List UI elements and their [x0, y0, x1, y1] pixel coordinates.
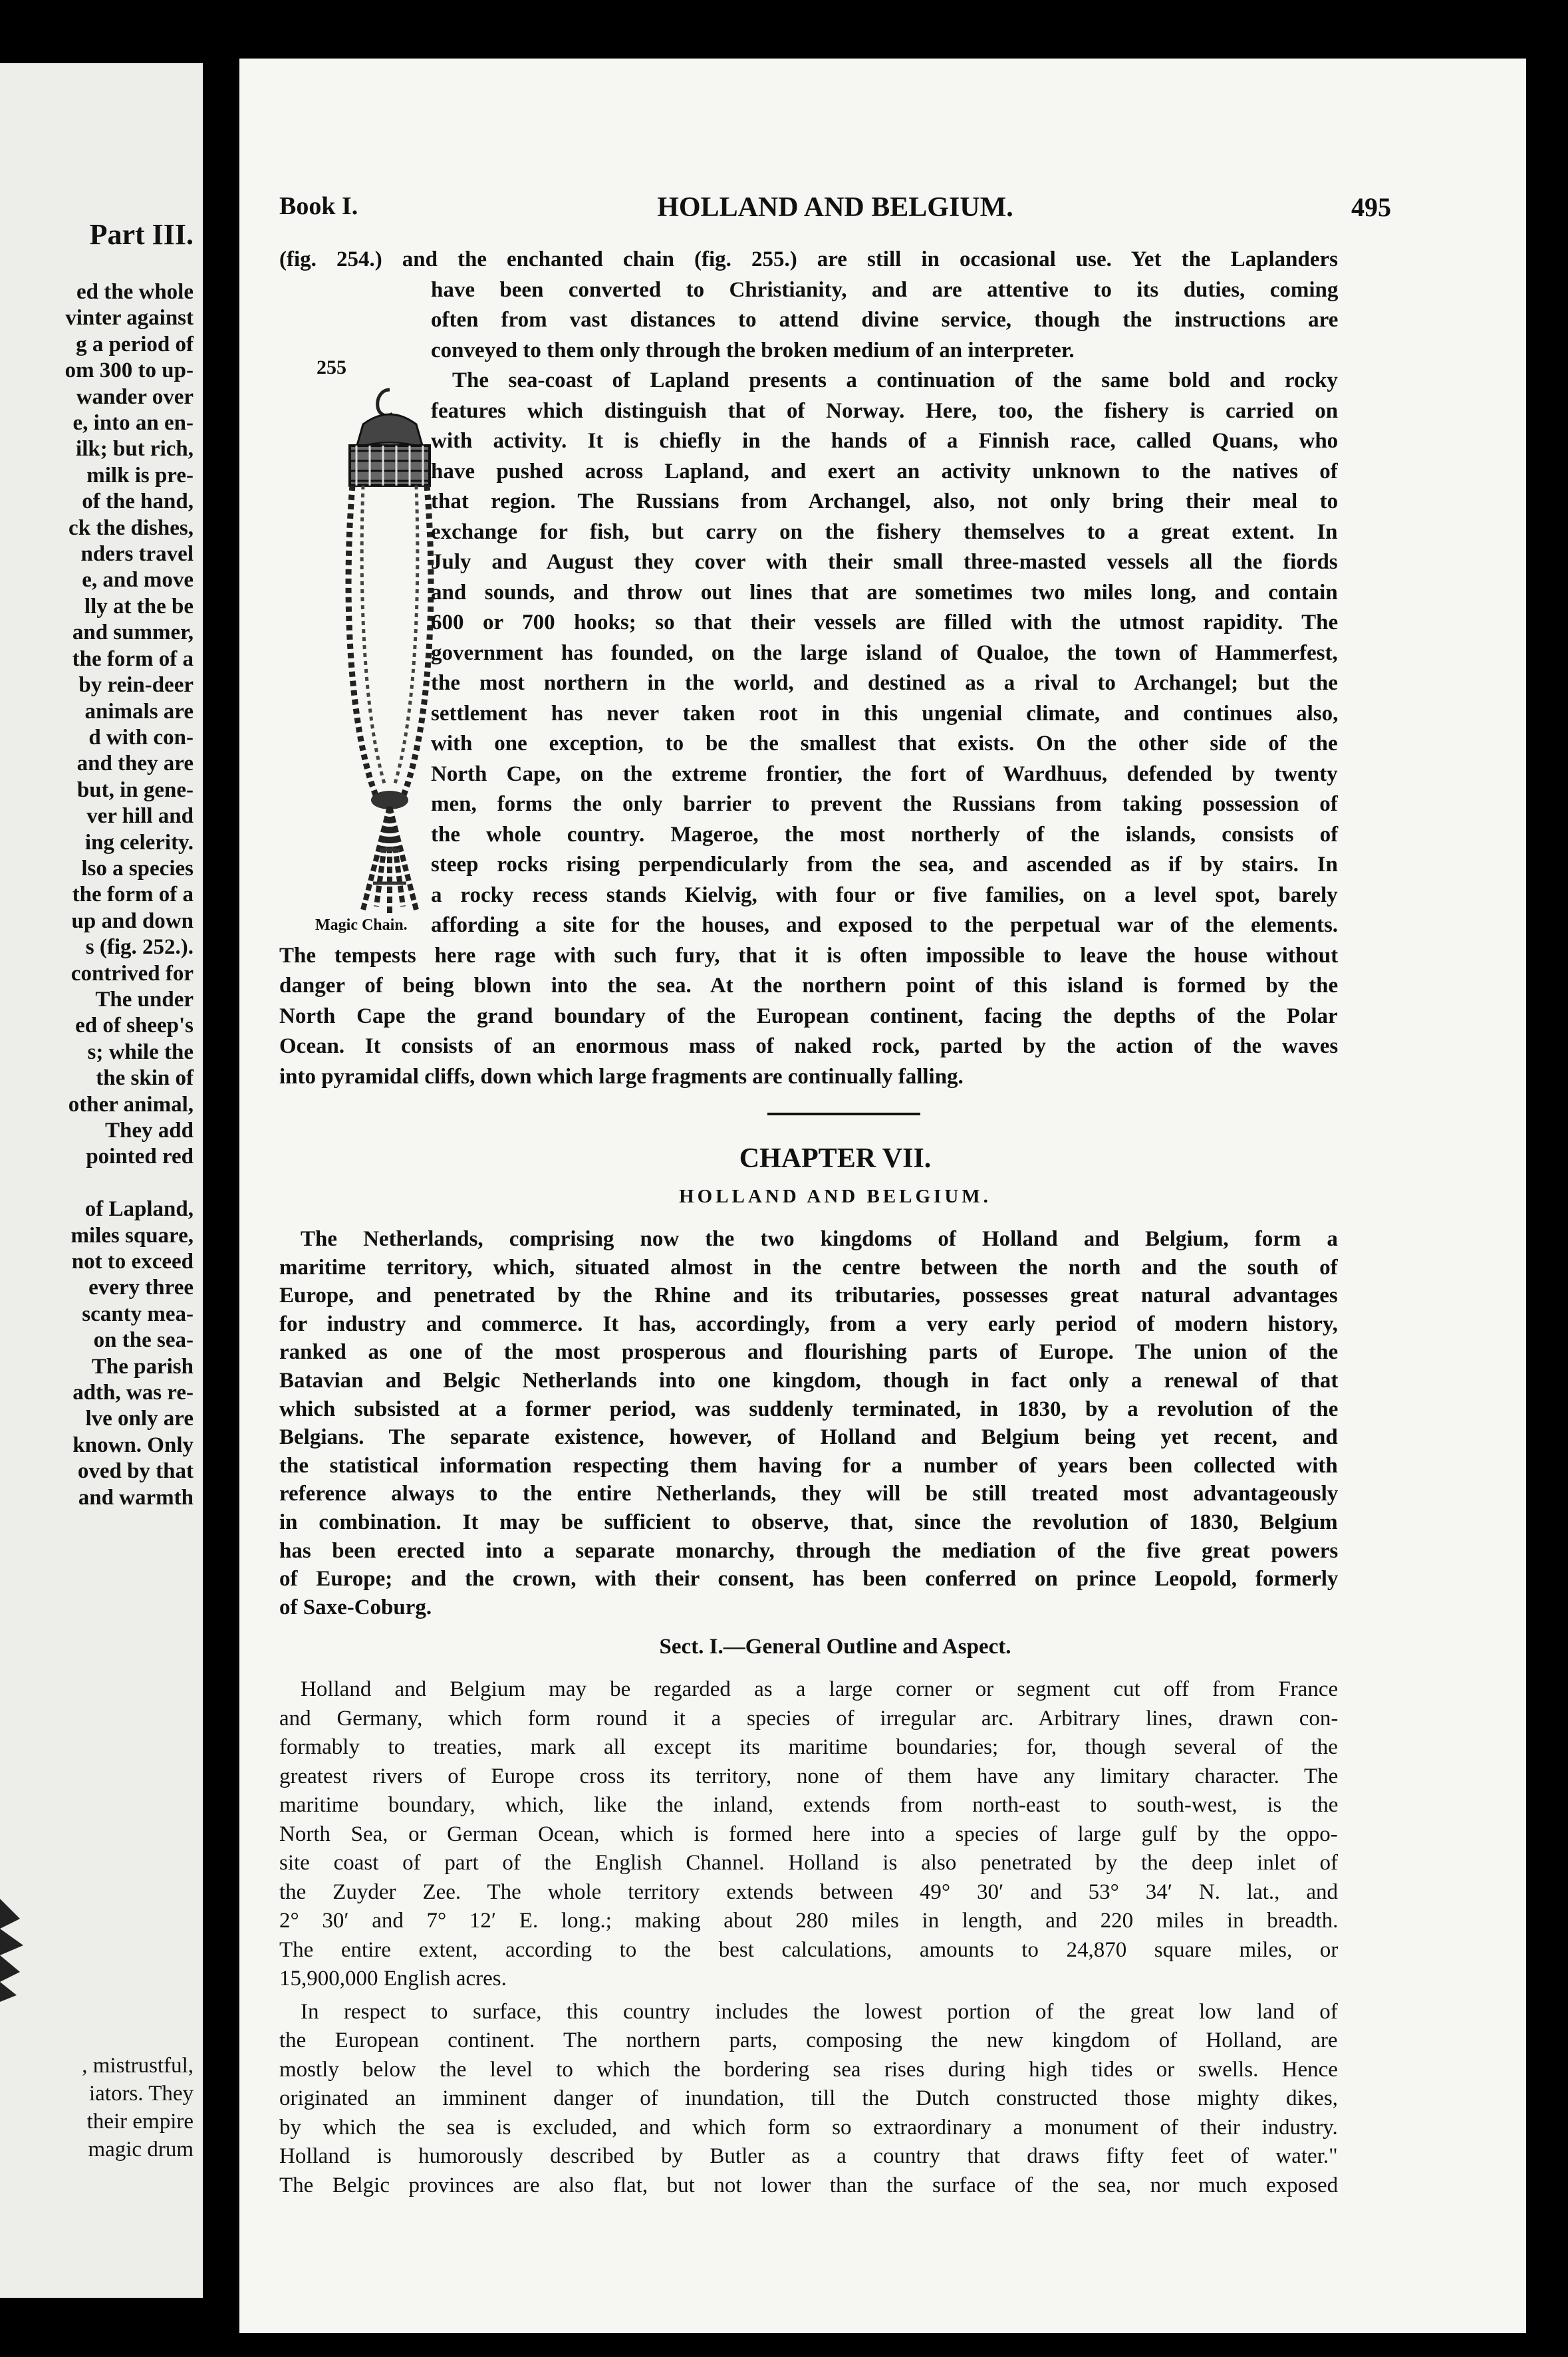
text-line: maritime boundary, which, like the inland, extends from north-east to south-west, is the — [279, 1793, 1339, 1817]
left-page-line: They add — [105, 1119, 194, 1143]
left-page-line: their empire — [86, 2110, 194, 2134]
text-line: the European continent. The northern parts, composing the new kingdom of Holland, are — [279, 2028, 1338, 2052]
text-line: into pyramidal cliffs, down which large fragments are continually falling. — [279, 1064, 964, 1089]
text-line: The Netherlands, comprising now the two kingdoms of Holland and Belgium, form a — [301, 1227, 1338, 1251]
left-page-line — [65, 1171, 194, 1196]
left-page-line: of Lapland, — [84, 1197, 194, 1222]
text-line: The Belgic provinces are also flat, but not lower than the surface of the sea, nor much exposed — [279, 2173, 1339, 2197]
text-line: Belgians. The separate existence, however, of Holland and Belgium being yet recent, and — [279, 1425, 1338, 1450]
text-line: 2° 30′ and 7° 12′ E. long.; making about 280 miles in length, and 220 miles in breadth. — [279, 1909, 1339, 1933]
text-line: settlement has never taken root in this ungenial climate, and continues also, — [431, 701, 1339, 726]
left-page-line: e, into an en- — [72, 411, 194, 436]
text-line: site coast of part of the English Channel. Holland is also penetrated by the deep inlet of — [279, 1851, 1338, 1875]
section-heading: Sect. I.—General Outline and Aspect. — [659, 1635, 1011, 1659]
text-line: The entire extent, according to the best calculations, amounts to 24,870 square miles, or — [279, 1937, 1339, 1962]
left-page-line: nders travel — [80, 542, 194, 567]
text-line: by which the sea is excluded, and which form so extraordinary a monument of their industry. — [279, 2115, 1338, 2140]
section-divider — [767, 1113, 920, 1115]
text-line: Holland and Belgium may be regarded as a large corner or segment cut off from France — [301, 1677, 1339, 1701]
left-page-line: ing celerity. — [84, 830, 194, 855]
header-book: Book I. — [279, 192, 358, 220]
left-page-line: and they are — [76, 752, 194, 776]
text-line: and sounds, and throw out lines that are sometimes two miles long, and contain — [431, 580, 1338, 605]
text-line: that region. The Russians from Archangel, also, not only bring their meal to — [431, 489, 1339, 513]
left-page-line: of the hand, — [82, 489, 194, 514]
text-line: North Cape, on the extreme frontier, the fort of Wardhuus, defended by twenty — [431, 762, 1338, 786]
running-header — [279, 192, 1391, 231]
text-line: The tempests here rage with such fury, that it is often impossible to leave the house without — [279, 943, 1339, 968]
left-page-line: up and down — [71, 908, 194, 933]
text-line: July and August they cover with their small three-masted vessels all the fiords — [431, 550, 1338, 574]
left-page-line: miles square, — [70, 1223, 194, 1248]
text-line: has been erected into a separate monarchy, through the mediation of the five great powers — [279, 1538, 1339, 1563]
left-page-line: by rein-deer — [78, 673, 194, 698]
left-page-line: e, and move — [82, 568, 194, 593]
text-line: of Europe; and the crown, with their consent, has been conferred on prince Leopold, formerly — [279, 1567, 1339, 1592]
left-page-line: iators. They — [88, 2082, 194, 2106]
left-page-line: om 300 to up- — [65, 358, 194, 383]
left-page-fragment — [0, 63, 203, 2298]
left-page-line: contrived for — [70, 961, 194, 986]
left-page-line: The parish — [91, 1354, 194, 1379]
page-number: 495 — [1351, 192, 1391, 222]
left-page-line: The under — [95, 987, 194, 1012]
left-page-line: d with con- — [88, 725, 194, 750]
text-line: with activity. It is chiefly in the hands of a Finnish race, called Quans, who — [431, 429, 1339, 453]
left-page-line: known. Only — [72, 1433, 194, 1457]
left-page-line: lve only are — [85, 1407, 194, 1431]
text-line: North Cape the grand boundary of the European continent, facing the depths of the Polar — [279, 1004, 1338, 1028]
text-line: Holland is humorously described by Butler as a country that draws fifty feet of water." — [279, 2144, 1338, 2168]
book-page — [239, 59, 1526, 2333]
left-lower-text — [82, 2052, 194, 2163]
text-line: have pushed across Lapland, and exert an activity unknown to the natives of — [431, 459, 1338, 484]
left-page-line: on the sea- — [93, 1328, 194, 1353]
text-line: the statistical information respecting them having for a number of years been collected with — [279, 1453, 1338, 1478]
left-page-line: the skin of — [96, 1066, 194, 1091]
text-line: In respect to surface, this country includes the lowest portion of the great low land of — [301, 1999, 1338, 2024]
text-line: (fig. 254.) and the enchanted chain (fig. 255.) are still in occasional use. Yet the Laplanders — [279, 247, 1339, 271]
text-line: the Zuyder Zee. The whole territory extends between 49° 30′ and 53° 34′ N. lat., and — [279, 1879, 1338, 1904]
text-line: a rocky recess stands Kielvig, with four or five families, on a level spot, barely — [431, 883, 1338, 907]
left-page-line: , mistrustful, — [82, 2054, 194, 2078]
left-page-line: lly at the be — [84, 594, 194, 619]
chapter-title: CHAPTER VII. — [739, 1143, 932, 1174]
left-page-line: adth, was re- — [72, 1381, 194, 1405]
text-line: the most northern in the world, and destined as a rival to Archangel; but the — [431, 671, 1338, 695]
text-line: The sea-coast of Lapland presents a continuation of the same bold and rocky — [452, 368, 1338, 392]
text-line: formably to treaties, mark all except its maritime boundaries; for, though several of the — [279, 1735, 1338, 1759]
left-page-line: other animal, — [68, 1092, 194, 1117]
left-page-line: and summer, — [72, 621, 194, 645]
text-line: greatest rivers of Europe cross its territory, none of them have any limitary character. The — [279, 1764, 1339, 1788]
left-page-line: g a period of — [76, 332, 194, 356]
text-line: men, forms the only barrier to prevent the Russians from taking possession of — [431, 792, 1338, 816]
text-line: Europe, and penetrated by the Rhine and its tributaries, possesses great natural advantages — [279, 1284, 1338, 1308]
left-page-line: every three — [88, 1276, 194, 1300]
chapter-subtitle: HOLLAND AND BELGIUM. — [679, 1186, 991, 1207]
header-title: HOLLAND AND BELGIUM. — [657, 192, 1013, 223]
left-page-line: milk is pre- — [86, 463, 194, 487]
left-page-line: and warmth — [78, 1485, 194, 1510]
text-line: which subsisted at a former period, was suddenly terminated, in 1830, by a revolution of the — [279, 1397, 1339, 1421]
left-page-line: lso a species — [81, 856, 194, 881]
left-page-line: but, in gene- — [76, 777, 194, 802]
text-line: with one exception, to be the smallest that exists. On the other side of the — [431, 732, 1338, 756]
text-line: in combination. It may be sufficient to observe, that, since the revolution of 1830, Belgium — [279, 1510, 1338, 1534]
left-page-line: ver hill and — [86, 804, 194, 829]
figure-number: 255 — [317, 356, 346, 378]
text-line: government has founded, on the large island of Qualoe, the town of Hammerfest, — [431, 640, 1338, 665]
figure-caption: Magic Chain. — [315, 916, 408, 934]
text-line: often from vast distances to attend divine service, though the instructions are — [431, 308, 1339, 332]
left-ornament-icon — [0, 1819, 27, 2058]
left-part-label: Part III. — [89, 218, 194, 251]
left-page-line: the form of a — [72, 883, 194, 907]
left-page-line: ck the dishes, — [68, 515, 194, 540]
left-page-line: animals are — [84, 699, 194, 724]
left-page-line: s; while the — [87, 1040, 194, 1064]
text-line: maritime territory, which, situated almost in the centre between the north and the south of — [279, 1255, 1338, 1280]
text-line: of Saxe-Coburg. — [279, 1595, 432, 1619]
text-line: danger of being blown into the sea. At the northern point of this island is formed by the — [279, 974, 1339, 998]
text-line: reference always to the entire Netherlands, they will be still treated most advantageously — [279, 1482, 1339, 1506]
left-page-line: vinter against — [65, 306, 194, 331]
text-line: steep rocks rising perpendicularly from the sea, and ascended as if by stairs. In — [431, 853, 1338, 877]
left-page-line: the form of a — [72, 646, 194, 671]
text-line: conveyed to them only through the broken medium of an interpreter. — [431, 338, 1075, 362]
left-page-line: scanty mea- — [82, 1302, 194, 1326]
left-page-line: oved by that — [77, 1459, 194, 1484]
text-line: for industry and commerce. It has, accordingly, from a very early period of modern history, — [279, 1312, 1338, 1336]
left-page-line: ilk; but rich, — [76, 437, 194, 462]
left-page-line: pointed red — [86, 1145, 194, 1169]
text-line: Ocean. It consists of an enormous mass of naked rock, parted by the action of the waves — [279, 1034, 1339, 1058]
text-line: features which distinguish that of Norway. Here, too, the fishery is carried on — [431, 398, 1339, 423]
text-line: affording a site for the houses, and exposed to the perpetual war of the elements. — [431, 913, 1339, 937]
left-page-text — [65, 279, 194, 1511]
text-line: 15,900,000 English acres. — [279, 1967, 507, 1991]
text-line: exchange for fish, but carry on the fishery themselves to a great extent. In — [431, 519, 1338, 544]
left-page-line: ed the whole — [76, 280, 194, 304]
text-line: Batavian and Belgic Netherlands into one kingdom, though in fact only a renewal of that — [279, 1369, 1339, 1393]
text-line: have been converted to Christianity, and are attentive to its duties, coming — [431, 277, 1339, 302]
left-page-line: magic drum — [88, 2138, 194, 2161]
text-line: mostly below the level to which the bordering sea rises during high tides or swells. Hence — [279, 2057, 1338, 2082]
left-page-line: wander over — [76, 384, 194, 409]
text-line: North Sea, or German Ocean, which is formed here into a species of large gulf by the oppo- — [279, 1822, 1338, 1846]
text-line: originated an imminent danger of inundation, till the Dutch constructed those mighty dikes, — [279, 2086, 1338, 2110]
left-page-line: s (fig. 252.). — [85, 935, 194, 960]
left-page-line: not to exceed — [71, 1250, 194, 1274]
text-line: ranked as one of the most prosperous and flourishing parts of Europe. The union of the — [279, 1340, 1339, 1365]
text-line: and Germany, which form round it a species of irregular arc. Arbitrary lines, drawn con- — [279, 1706, 1339, 1731]
text-line: 600 or 700 hooks; so that their vessels are filled with the utmost rapidity. The — [431, 611, 1339, 634]
text-line: the whole country. Mageroe, the most northerly of the islands, consists of — [431, 822, 1339, 847]
left-page-line: ed of sheep's — [75, 1014, 194, 1038]
